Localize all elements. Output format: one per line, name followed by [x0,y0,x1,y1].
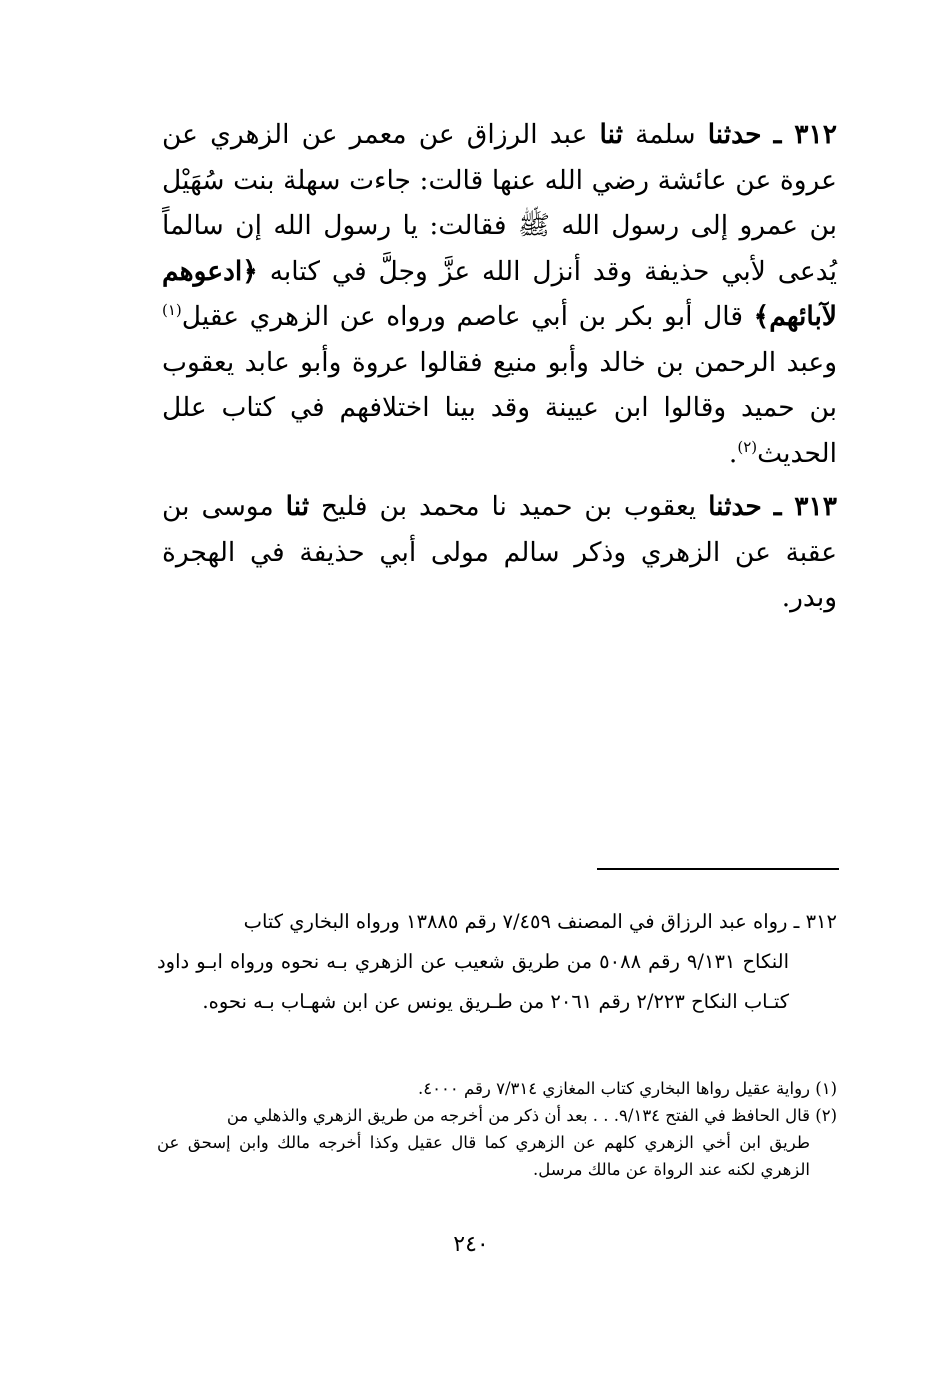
footnote-ref-1: (١) [162,301,182,320]
footnote-ref-2: (٢) [737,437,758,456]
takhrij-first-line: ٣١٢ ـ رواه عبد الرزاق في المصنف ٧/٤٥٩ رقم ١٣٨٨٥ ورواه البخاري كتاب [243,910,837,933]
hadith-312 [162,112,837,476]
hadith-number: ٣١٣ ـ [773,491,837,522]
hadith-text: موسى بن عقبة عن الزهري وذكر سالم مولى أبي حذيفة في الهجرة وبدر. [162,491,837,613]
footnotes [157,1075,837,1183]
footnote-separator [597,868,839,870]
quran-quote: ﴿ادعوهم لآبائهم﴾ [162,255,837,332]
takhrij-note [157,902,837,1022]
takhrij-continuation: النكاح ٩/١٣١ رقم ٥٠٨٨ من طريق شعيب عن الزهري بـه نحوه ورواه ابـو داود كتـاب النكاح ٢/٢٢٣ رقم ٢٠٦١ من طـريق يونس عن ابن شهـاب بـه نحوه. [157,950,789,1013]
page-number: ٢٤٠ [453,1232,489,1257]
hadith-text: قال أبو بكر بن أبي عاصم ورواه عن الزهري عقيل [181,301,744,332]
narration-keyword: حدثنا [707,119,762,150]
footnote-2-first-line: (٢) قال الحافظ في الفتح ٩/١٣٤. . . بعد أن ذكر من أخرجه من طريق الزهري والذهلي من [226,1106,837,1125]
narration-keyword: ثنا [285,491,310,522]
hadith-text: عبد الرزاق عن معمر عن الزهري عن عروة عن عائشة رضي الله عنها قالت: جاءت سهلة بنت سُهَيْل بن عمرو إلى رسول الله ﷺ فقالت: يا رسول الله إن سالماً يُدعى لأبي حذيفة وقد أنزل الله عزَّ وجلَّ في كتابه [162,119,837,287]
footnote-2 [157,1102,837,1183]
footnote-2-continuation: طريق ابن أخي الزهري كلهم عن الزهري كما قال عقيل وكذا أخرجه مالك وابن إسحق عن الزهري لكنه عند الرواة عن مالك مرسل. [157,1133,810,1179]
hadith-number: ٣١٢ ـ [773,119,837,150]
footnote-1: (١) رواية عقيل رواها البخاري كتاب المغازي ٧/٣١٤ رقم ٤٠٠٠. [418,1079,837,1098]
hadith-text-end: . [728,437,738,469]
narrator-text: يعقوب بن حميد نا محمد بن فليح [321,491,697,522]
narrator-text: سلمة [635,119,696,150]
narration-keyword: حدثنا [708,491,762,522]
hadith-313 [162,484,837,621]
main-text [162,112,837,629]
narration-keyword: ثنا [599,119,623,150]
hadith-text: وعبد الرحمن بن خالد وأبو منيع فقالوا عروة وأبو عابد يعقوب بن حميد وقالوا ابن عيينة وقد بينا اختلافهم في كتاب علل الحديث [162,346,837,469]
